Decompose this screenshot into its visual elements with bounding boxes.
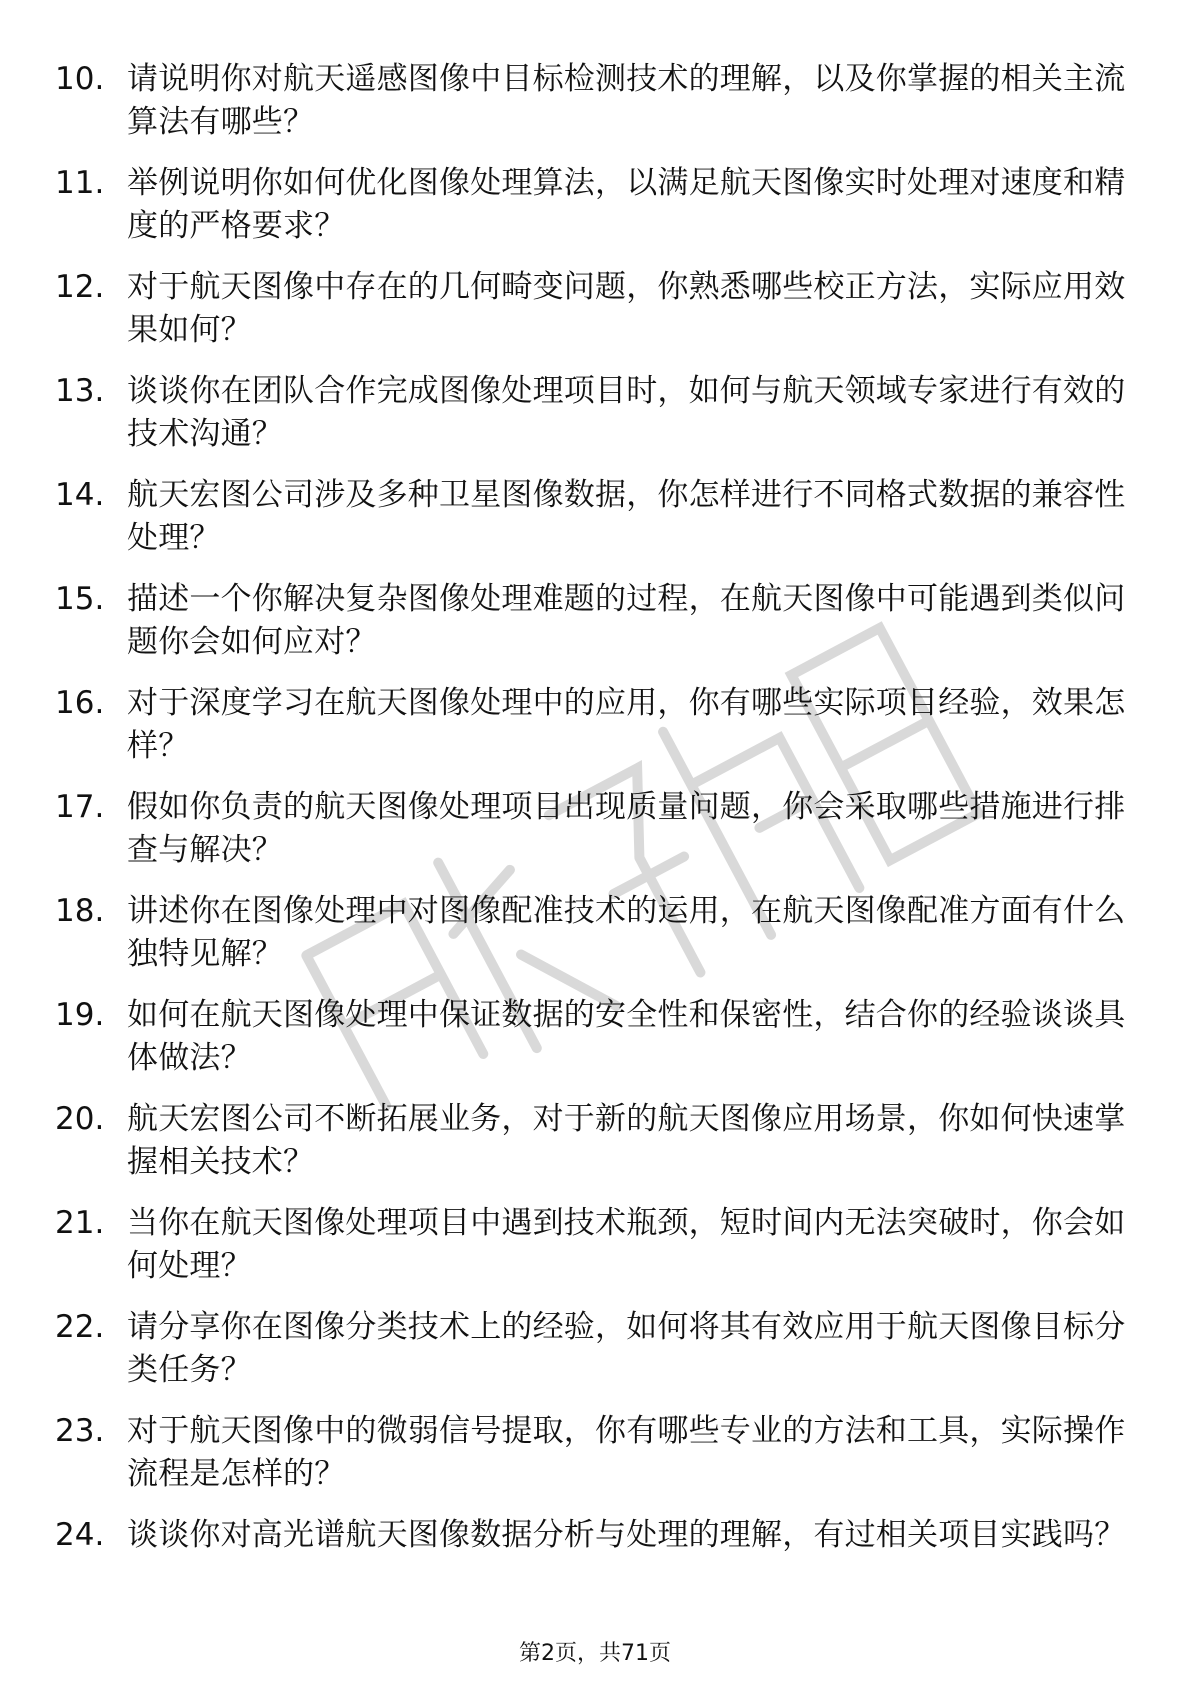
question-item (55, 266, 1130, 370)
question-number: 10. (55, 61, 105, 97)
question-text: 对于航天图像中的微弱信号提取，你有哪些专业的方法和工具，实际操作流程是怎样的？ (127, 1413, 1126, 1492)
question-text: 当你在航天图像处理项目中遇到技术瓶颈，短时间内无法突破时，你会如何处理？ (127, 1205, 1126, 1284)
question-text: 讲述你在图像处理中对图像配准技术的运用，在航天图像配准方面有什么独特见解？ (127, 893, 1126, 972)
question-number: 24. (55, 1517, 105, 1553)
question-text: 请说明你对航天遥感图像中目标检测技术的理解，以及你掌握的相关主流算法有哪些？ (127, 61, 1126, 140)
question-number: 19. (55, 997, 105, 1033)
question-number: 13. (55, 373, 105, 409)
question-item (55, 578, 1130, 682)
question-item (55, 1514, 1130, 1618)
question-text: 对于航天图像中存在的几何畸变问题，你熟悉哪些校正方法，实际应用效果如何？ (127, 269, 1126, 348)
question-item (55, 1098, 1130, 1202)
question-item (55, 1202, 1130, 1306)
question-number: 15. (55, 581, 105, 617)
question-number: 18. (55, 893, 105, 929)
question-number: 16. (55, 685, 105, 721)
question-number: 21. (55, 1205, 105, 1241)
question-item (55, 1306, 1130, 1410)
question-text: 举例说明你如何优化图像处理算法，以满足航天图像实时处理对速度和精度的严格要求？ (127, 165, 1126, 244)
question-item (55, 682, 1130, 786)
question-text: 假如你负责的航天图像处理项目出现质量问题，你会采取哪些措施进行排查与解决？ (127, 789, 1126, 868)
question-text: 航天宏图公司涉及多种卫星图像数据，你怎样进行不同格式数据的兼容性处理？ (127, 477, 1126, 556)
question-text: 如何在航天图像处理中保证数据的安全性和保密性，结合你的经验谈谈具体做法？ (127, 997, 1126, 1076)
page-footer: 第2页，共71页 (519, 1641, 671, 1666)
question-text: 谈谈你对高光谱航天图像数据分析与处理的理解，有过相关项目实践吗？ (127, 1517, 1126, 1553)
question-item (55, 1410, 1130, 1514)
question-item (55, 58, 1130, 162)
question-number: 11. (55, 165, 105, 201)
question-item (55, 162, 1130, 266)
question-text: 请分享你在图像分类技术上的经验，如何将其有效应用于航天图像目标分类任务？ (127, 1309, 1126, 1388)
question-number: 22. (55, 1309, 105, 1345)
question-item (55, 890, 1130, 994)
question-item (55, 994, 1130, 1098)
question-number: 23. (55, 1413, 105, 1449)
question-text: 谈谈你在团队合作完成图像处理项目时，如何与航天领域专家进行有效的技术沟通？ (127, 373, 1126, 452)
question-text: 对于深度学习在航天图像处理中的应用，你有哪些实际项目经验，效果怎样？ (127, 685, 1126, 764)
question-text: 描述一个你解决复杂图像处理难题的过程，在航天图像中可能遇到类似问题你会如何应对？ (127, 581, 1126, 660)
question-text: 航天宏图公司不断拓展业务，对于新的航天图像应用场景，你如何快速掌握相关技术？ (127, 1101, 1126, 1180)
question-number: 14. (55, 477, 105, 513)
question-list (55, 58, 1130, 1618)
question-number: 20. (55, 1101, 105, 1137)
question-item (55, 474, 1130, 578)
question-item (55, 786, 1130, 890)
question-number: 17. (55, 789, 105, 825)
question-number: 12. (55, 269, 105, 305)
question-item (55, 370, 1130, 474)
